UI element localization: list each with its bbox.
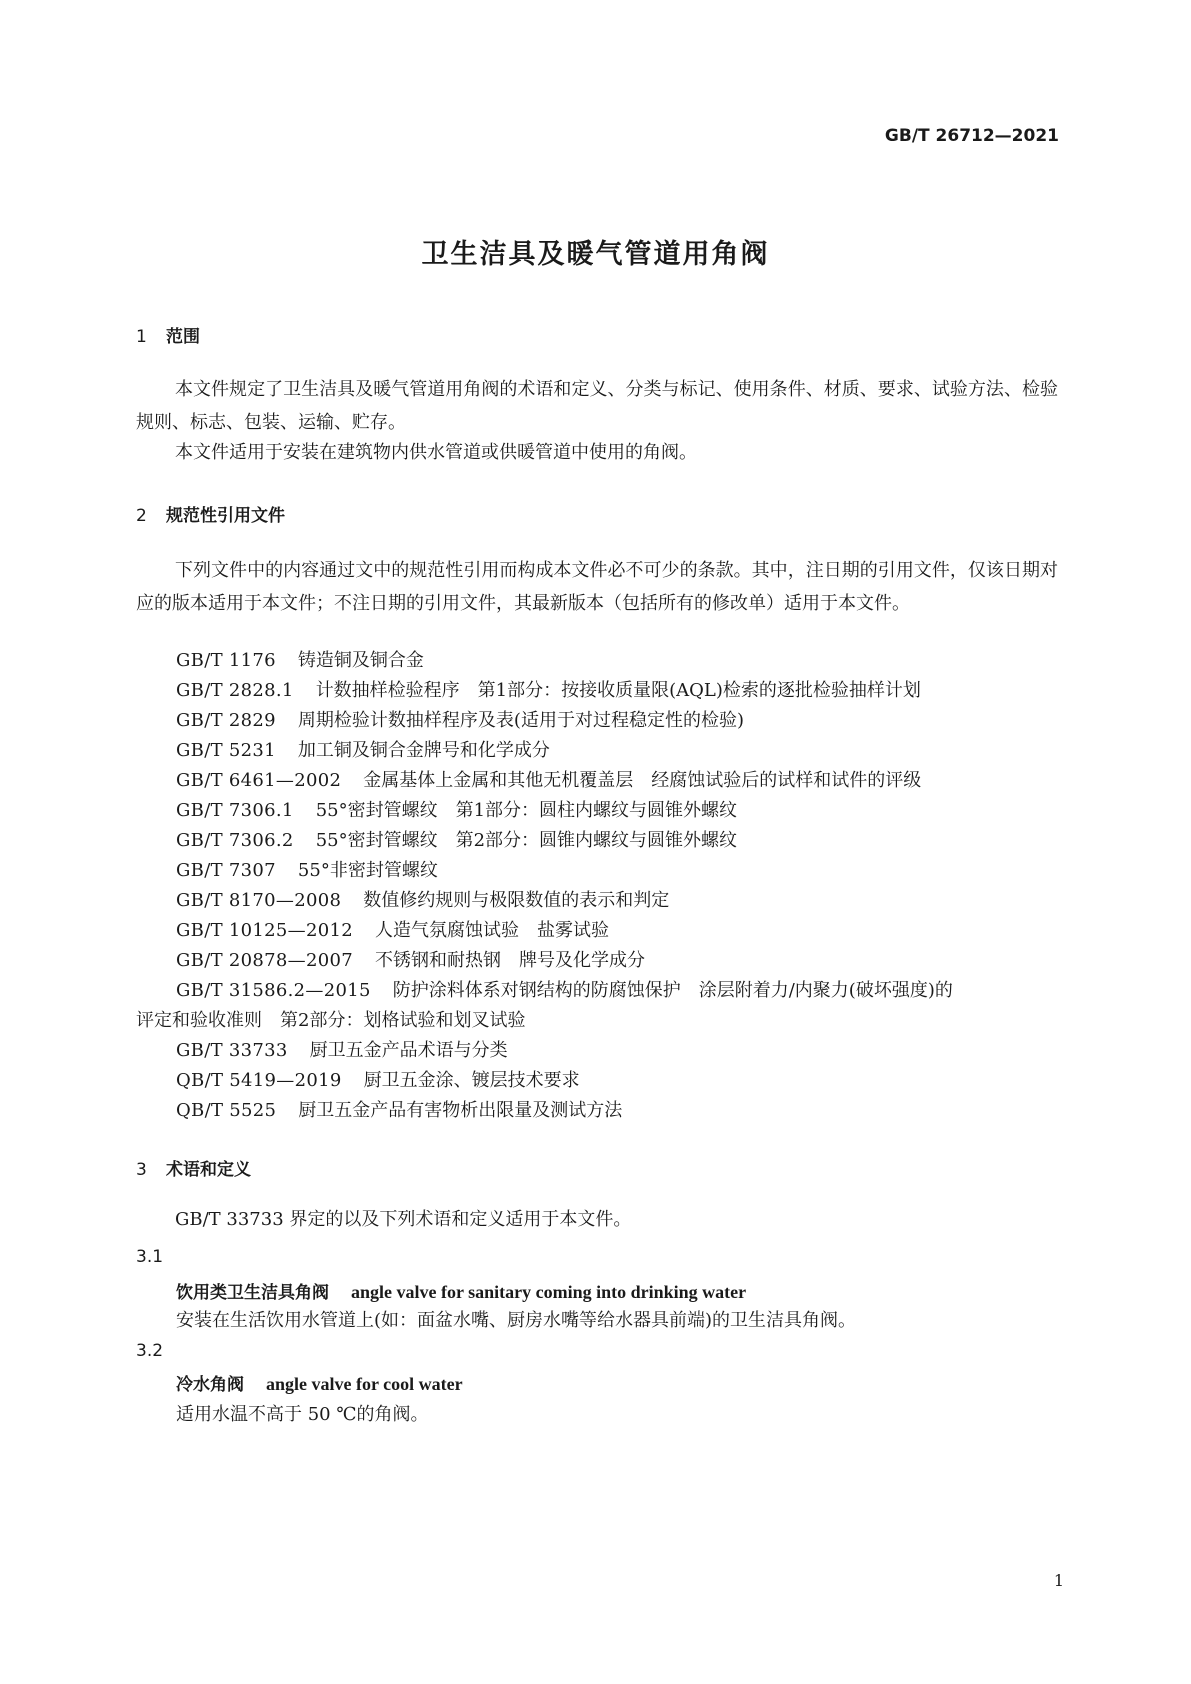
term-entry bbox=[176, 1370, 463, 1395]
reference-title: 厨卫五金产品有害物析出限量及测试方法 bbox=[298, 1100, 623, 1121]
reference-item bbox=[176, 795, 737, 827]
reference-item bbox=[176, 675, 921, 707]
reference-title: 计数抽样检验程序 第1部分：按接收质量限(AQL)检索的逐批检验抽样计划 bbox=[315, 680, 921, 701]
reference-title: 铸造铜及铜合金 bbox=[297, 650, 424, 671]
reference-item bbox=[176, 1035, 508, 1067]
reference-title: 不锈钢和耐热钢 牌号及化学成分 bbox=[374, 950, 645, 971]
reference-item bbox=[176, 885, 669, 917]
reference-code: GB/T 33733 bbox=[176, 1040, 288, 1061]
reference-title: 数值修约规则与极限数值的表示和判定 bbox=[363, 890, 670, 911]
reference-code: GB/T 7306.1 bbox=[176, 800, 294, 821]
reference-item bbox=[176, 765, 921, 797]
reference-title: 加工铜及铜合金牌号和化学成分 bbox=[297, 740, 550, 761]
reference-code: GB/T 2829 bbox=[176, 710, 276, 731]
paragraph: GB/T 33733 界定的以及下列术语和定义适用于本文件。 bbox=[175, 1209, 632, 1230]
term-chinese: 饮用类卫生洁具角阀 bbox=[176, 1283, 329, 1303]
reference-title: 金属基体上金属和其他无机覆盖层 经腐蚀试验后的试样和试件的评级 bbox=[363, 770, 922, 791]
term-definition: 安装在生活饮用水管道上(如：面盆水嘴、厨房水嘴等给水器具前端)的卫生洁具角阀。 bbox=[176, 1310, 857, 1331]
reference-title: 周期检验计数抽样程序及表(适用于对过程稳定性的检验) bbox=[297, 710, 744, 731]
section-title: 术语和定义 bbox=[166, 1160, 251, 1180]
reference-code: GB/T 5231 bbox=[176, 740, 276, 761]
reference-item bbox=[176, 645, 424, 677]
reference-title: 55°密封管螺纹 第1部分：圆柱内螺纹与圆锥外螺纹 bbox=[315, 800, 738, 821]
reference-title: 防护涂料体系对钢结构的防腐蚀保护 涂层附着力/内聚力(破坏强度)的 bbox=[392, 980, 953, 1001]
paragraph: 下列文件中的内容通过文中的规范性引用而构成本文件必不可少的条款。其中，注日期的引用文件，仅该日期对应的版本适用于本文件；不注日期的引用文件，其最新版本（包括所有的修改单）适用于本文件。 bbox=[136, 560, 1058, 614]
reference-title: 厨卫五金产品术语与分类 bbox=[309, 1040, 508, 1061]
reference-item bbox=[176, 1095, 622, 1127]
reference-item bbox=[176, 1065, 580, 1097]
reference-code: GB/T 2828.1 bbox=[176, 680, 294, 701]
section-3-heading bbox=[136, 1155, 251, 1180]
reference-code: GB/T 7307 bbox=[176, 860, 276, 881]
reference-code: GB/T 31586.2—2015 bbox=[176, 980, 371, 1001]
term-chinese: 冷水角阀 bbox=[176, 1375, 244, 1395]
reference-item bbox=[176, 945, 645, 977]
term-english: angle valve for sanitary coming into drinking water bbox=[351, 1282, 747, 1302]
reference-title: 55°密封管螺纹 第2部分：圆锥内螺纹与圆锥外螺纹 bbox=[315, 830, 738, 851]
term-entry bbox=[176, 1278, 746, 1303]
reference-code: GB/T 8170—2008 bbox=[176, 890, 342, 911]
reference-item bbox=[176, 735, 550, 767]
term-definition: 适用水温不高于 50 ℃的角阀。 bbox=[176, 1404, 429, 1425]
reference-continuation: 评定和验收准则 第2部分：划格试验和划叉试验 bbox=[136, 1010, 526, 1031]
reference-item bbox=[176, 975, 953, 1007]
reference-title: 人造气氛腐蚀试验 盐雾试验 bbox=[374, 920, 609, 941]
section-number: 2 bbox=[136, 506, 147, 526]
standard-number: GB/T 26712—2021 bbox=[884, 126, 1059, 146]
section-2-heading bbox=[136, 501, 285, 526]
section-title: 范围 bbox=[166, 327, 200, 347]
paragraph: 本文件规定了卫生洁具及暖气管道用角阀的术语和定义、分类与标记、使用条件、材质、要求、试验方法、检验规则、标志、包装、运输、贮存。 bbox=[136, 379, 1058, 433]
reference-code: GB/T 6461—2002 bbox=[176, 770, 342, 791]
section-1-heading bbox=[136, 322, 200, 347]
reference-title: 厨卫五金涂、镀层技术要求 bbox=[363, 1070, 580, 1091]
page-number: 1 bbox=[1053, 1571, 1064, 1590]
clause-number: 3.2 bbox=[136, 1341, 164, 1361]
reference-code: QB/T 5525 bbox=[176, 1100, 277, 1121]
paragraph: 本文件适用于安装在建筑物内供水管道或供暖管道中使用的角阀。 bbox=[175, 442, 697, 463]
reference-code: GB/T 20878—2007 bbox=[176, 950, 353, 971]
reference-code: GB/T 7306.2 bbox=[176, 830, 294, 851]
reference-title: 55°非密封管螺纹 bbox=[297, 860, 438, 881]
reference-item bbox=[176, 825, 737, 857]
reference-code: GB/T 10125—2012 bbox=[176, 920, 353, 941]
reference-item bbox=[176, 915, 609, 947]
clause-number: 3.1 bbox=[136, 1247, 164, 1267]
section-number: 3 bbox=[136, 1160, 147, 1180]
section-number: 1 bbox=[136, 327, 147, 347]
reference-item bbox=[176, 855, 438, 887]
section-title: 规范性引用文件 bbox=[166, 506, 285, 526]
reference-item bbox=[176, 705, 744, 737]
reference-code: GB/T 1176 bbox=[176, 650, 276, 671]
term-english: angle valve for cool water bbox=[266, 1374, 463, 1394]
document-title: 卫生洁具及暖气管道用角阀 bbox=[421, 239, 770, 270]
reference-code: QB/T 5419—2019 bbox=[176, 1070, 342, 1091]
